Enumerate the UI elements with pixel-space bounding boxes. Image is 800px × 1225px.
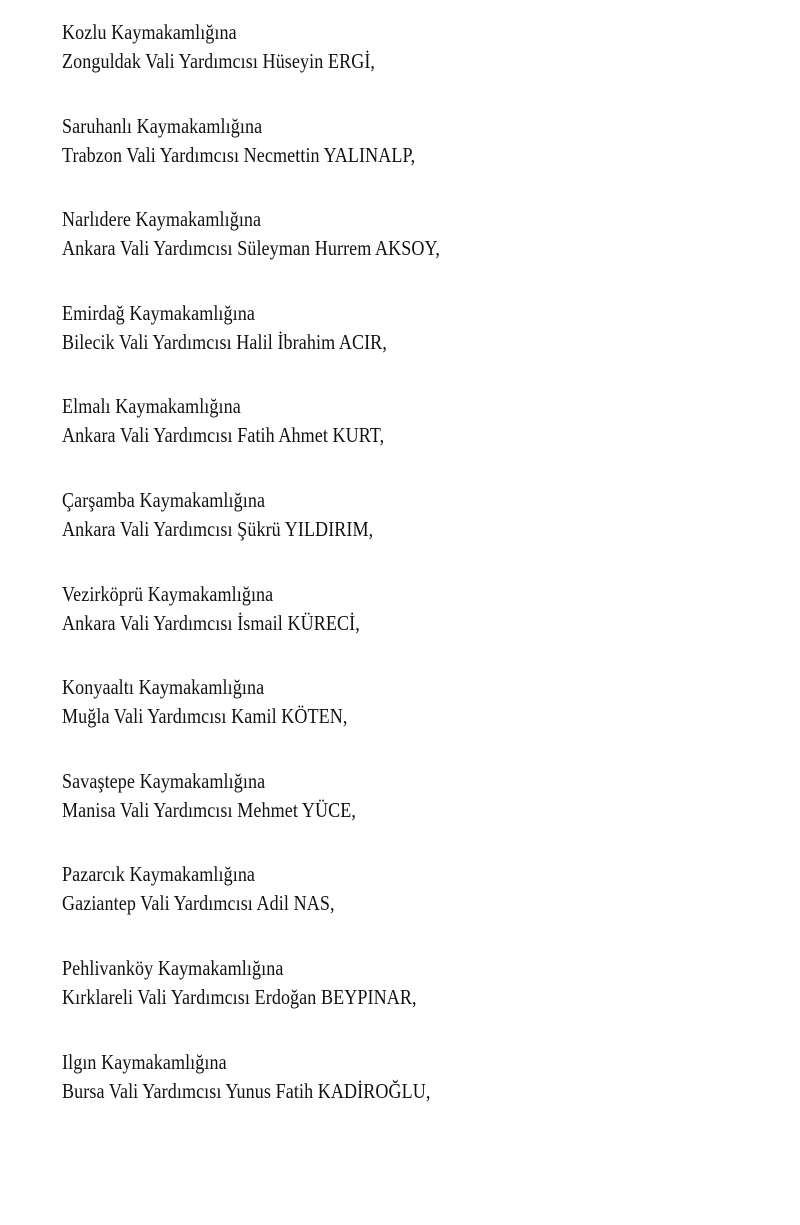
appointee-line: Ankara Vali Yardımcısı Süleyman Hurrem AKSOY, bbox=[62, 236, 440, 261]
office-line: Vezirköprü Kaymakamlığına bbox=[62, 581, 274, 606]
office-line: Ilgın Kaymakamlığına bbox=[62, 1049, 227, 1074]
office-line: Çarşamba Kaymakamlığına bbox=[62, 487, 266, 512]
appointee-line: Manisa Vali Yardımcısı Mehmet YÜCE, bbox=[62, 797, 356, 822]
appointee-line: Trabzon Vali Yardımcısı Necmettin YALINALP, bbox=[62, 142, 416, 167]
appointee-line: Kırklareli Vali Yardımcısı Erdoğan BEYPINAR, bbox=[62, 984, 417, 1009]
office-line: Elmalı Kaymakamlığına bbox=[62, 394, 241, 419]
office-line: Emirdağ Kaymakamlığına bbox=[62, 300, 255, 325]
appointment-entry-ilgin bbox=[62, 1048, 762, 1142]
office-line: Kozlu Kaymakamlığına bbox=[62, 20, 237, 44]
office-line: Savaştepe Kaymakamlığına bbox=[62, 768, 266, 793]
appointment-entry-emirdag bbox=[62, 299, 762, 393]
appointment-entry-narlidere bbox=[62, 205, 762, 299]
appointee-line: Ankara Vali Yardımcısı Şükrü YILDIRIM, bbox=[62, 516, 374, 541]
appointee-line: Muğla Vali Yardımcısı Kamil KÖTEN, bbox=[62, 704, 348, 729]
office-line: Narlıdere Kaymakamlığına bbox=[62, 207, 262, 232]
appointment-entry-saruhanli bbox=[62, 112, 762, 206]
appointment-entry-pehlivankoy bbox=[62, 954, 762, 1048]
appointee-line: Gaziantep Vali Yardımcısı Adil NAS, bbox=[62, 891, 335, 916]
appointment-entry-carsamba bbox=[62, 486, 762, 580]
appointment-entry-elmali bbox=[62, 392, 762, 486]
appointment-entry-kozlu bbox=[62, 18, 762, 112]
appointment-entry-vezirkopru bbox=[62, 580, 762, 674]
office-line: Konyaaltı Kaymakamlığına bbox=[62, 675, 265, 700]
appointment-entry-konyaalti bbox=[62, 673, 762, 767]
appointment-list bbox=[62, 18, 762, 1141]
office-line: Saruhanlı Kaymakamlığına bbox=[62, 113, 263, 138]
appointee-line: Zonguldak Vali Yardımcısı Hüseyin ERGİ, bbox=[62, 49, 376, 73]
appointment-entry-savastepe bbox=[62, 767, 762, 861]
appointee-line: Bilecik Vali Yardımcısı Halil İbrahim ACIR, bbox=[62, 329, 387, 354]
appointment-entry-pazarcik bbox=[62, 860, 762, 954]
appointee-line: Bursa Vali Yardımcısı Yunus Fatih KADİROĞLU, bbox=[62, 1078, 431, 1103]
appointee-line: Ankara Vali Yardımcısı Fatih Ahmet KURT, bbox=[62, 423, 385, 448]
office-line: Pazarcık Kaymakamlığına bbox=[62, 862, 256, 887]
office-line: Pehlivanköy Kaymakamlığına bbox=[62, 955, 284, 980]
appointee-line: Ankara Vali Yardımcısı İsmail KÜRECİ, bbox=[62, 610, 360, 635]
